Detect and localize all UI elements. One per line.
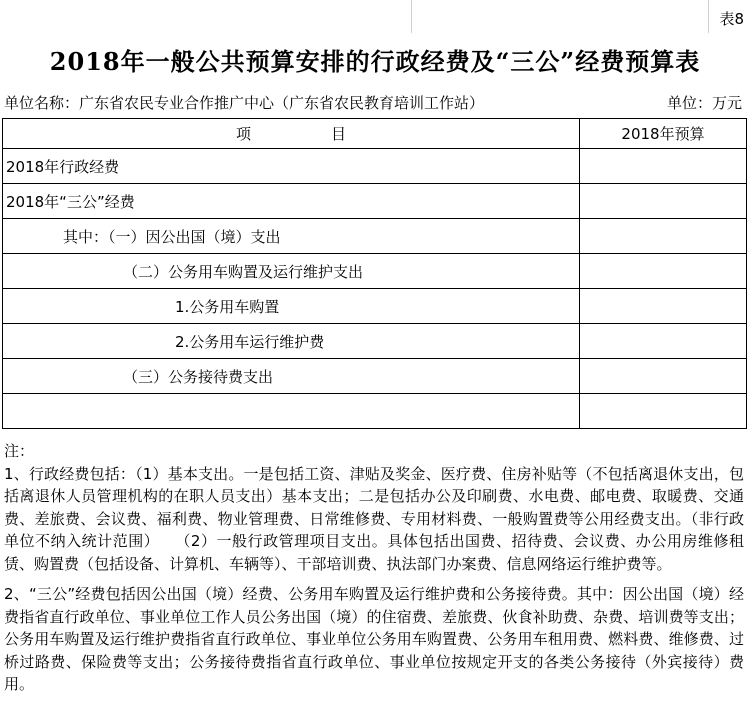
header-budget: 2018年预算	[580, 119, 747, 149]
table-row	[3, 254, 747, 289]
table-number: 表8	[719, 10, 744, 28]
row-label: （二）公务用车购置及运行维护支出	[3, 254, 580, 289]
notes-heading: 注：	[4, 442, 35, 460]
table-row	[3, 149, 747, 184]
row-value	[580, 289, 747, 324]
sheet-gridline	[411, 0, 412, 33]
table-row	[3, 184, 747, 219]
unit-name: 单位名称：广东省农民专业合作推广中心（广东省农民教育培训工作站）	[4, 94, 485, 112]
table-header-row	[3, 119, 747, 149]
row-label: 2018年行政经费	[3, 149, 580, 184]
header-item-char-2: 目	[331, 125, 347, 143]
notes-section	[4, 440, 744, 696]
row-label: 1.公务用车购置	[3, 289, 580, 324]
unit-info-row	[4, 92, 742, 113]
sheet-gridline	[708, 0, 709, 33]
header-item	[3, 119, 580, 149]
budget-table	[2, 118, 747, 429]
row-value	[580, 394, 747, 429]
unit-label: 单位：万元	[666, 94, 742, 112]
row-label: 其中：（一）因公出国（境）支出	[3, 219, 580, 254]
header-item-char-1: 项	[235, 125, 251, 143]
row-label: 2018年“三公”经费	[3, 184, 580, 219]
note-1: 1、行政经费包括：（1）基本支出。一是包括工资、津贴及奖金、医疗费、住房补贴等（不包括离退休支出，包括离退休人员管理机构的在职人员支出）基本支出；二是包括办公及印刷费、水电费、邮电费、取暖费、交通费、差旅费、会议费、福利费、物业管理费、日常维修费、专用材料费、一般购置费等公用经费支出。（非行政单位不纳入统计范围） （2）一般行政管理项目支出。具体包括出国费、招待费、会议费、办公用房维修租赁、购置费（包括设备、计算机、车辆等）、干部培训费、执法部门办案费、信息网络运行维护费等。	[4, 464, 744, 573]
page-title: 2018年一般公共预算安排的行政经费及“三公”经费预算表	[49, 47, 701, 76]
row-label: 2.公务用车运行维护费	[3, 324, 580, 359]
table-row	[3, 359, 747, 394]
note-2: 2、“三公”经费包括因公出国（境）经费、公务用车购置及运行维护费和公务接待费。其中：因公出国（境）经费指省直行政单位、事业单位工作人员公务出国（境）的住宿费、差旅费、伙食补助费、杂费、培训费等支出；公务用车购置及运行维护费指省直行政单位、事业单位公务用车购置费、公务用车租用费、燃料费、维修费、过桥过路费、保险费等支出；公务接待费指省直行政单位、事业单位按规定开支的各类公务接待（外宾接待）费用。	[4, 585, 744, 693]
table-row	[3, 219, 747, 254]
table-row	[3, 324, 747, 359]
row-value	[580, 324, 747, 359]
row-label	[3, 394, 580, 429]
row-value	[580, 149, 747, 184]
row-label: （三）公务接待费支出	[3, 359, 580, 394]
table-row	[3, 289, 747, 324]
row-value	[580, 184, 747, 219]
row-value	[580, 359, 747, 394]
table-row	[3, 394, 747, 429]
row-value	[580, 254, 747, 289]
row-value	[580, 219, 747, 254]
